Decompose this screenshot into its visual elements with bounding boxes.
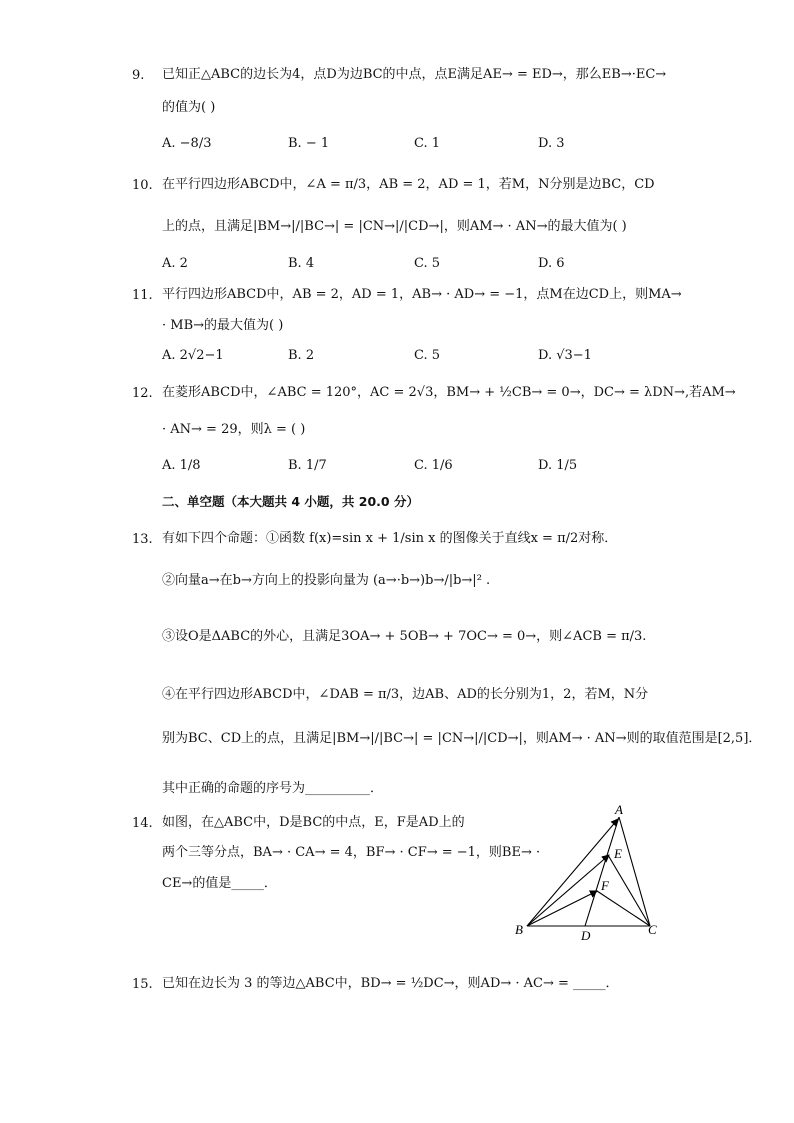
question-text: ②向量a→在b→方向上的投影向量为 (a→·b→)b→/|b→|² .: [162, 573, 491, 588]
question-text: CE→的值是_____．: [162, 876, 277, 891]
vector-be: [527, 855, 609, 926]
question-text: 在菱形ABCD中，∠ABC = 120°，AC = 2√3，BM→ + ½CB→ = 0→，DC→ = λDN→,若AM→: [162, 385, 736, 400]
triangle-figure: [505, 800, 675, 945]
question-number: 14.: [132, 816, 153, 831]
question-text: 已知正△ABC的边长为4，点D为边BC的中点，点E满足AE→ = ED→，那么EB→·EC→: [162, 67, 667, 82]
option-b: B. 1/7: [288, 458, 327, 473]
question-number: 13.: [132, 532, 153, 547]
question-text: 两个三等分点，BA→ · CA→ = 4，BF→ · CF→ = −1，则BE→ ·: [162, 845, 541, 860]
question-number: 11.: [132, 288, 153, 303]
question-number: 9.: [132, 68, 145, 83]
question-text: ③设O是ΔABC的外心，且满足3OA→ + 5OB→ + 7OC→ = 0→，则∠ACB = π/3.: [162, 629, 647, 644]
question-number: 12.: [132, 386, 153, 401]
option-c: C. 5: [414, 348, 441, 363]
section-heading: 二、单空题（本大题共 4 小题，共 20.0 分）: [162, 494, 419, 509]
question-text: 其中正确的命题的序号为__________．: [162, 781, 384, 796]
vector-ba: [527, 819, 618, 926]
option-c: C. 5: [414, 256, 441, 271]
question-text: 在平行四边形ABCD中，∠A = π/3，AB = 2，AD = 1，若M，N分别是边BC，CD: [162, 177, 655, 192]
label-e: E: [614, 846, 622, 861]
option-c: C. 1/6: [414, 458, 453, 473]
question-text: 的值为( ): [162, 100, 216, 115]
option-b: B. 4: [288, 256, 315, 271]
option-d: D. 3: [538, 136, 565, 151]
edge-ac: [619, 817, 650, 926]
option-c: C. 1: [414, 136, 441, 151]
option-a: A. 2: [162, 256, 188, 271]
label-b: B: [515, 922, 523, 937]
question-text: 平行四边形ABCD中，AB = 2，AD = 1，AB→ · AD→ = −1，点M在边CD上，则MA→: [162, 287, 682, 302]
question-text: 上的点，且满足|BM→|/|BC→| = |CN→|/|CD→|，则AM→ · AN→的最大值为( ): [162, 219, 627, 234]
question-number: 10.: [132, 178, 153, 193]
option-d: D. 1/5: [538, 458, 578, 473]
option-a: A. 1/8: [162, 458, 201, 473]
question-text: 已知在边长为 3 的等边△ABC中，BD→ = ½DC→，则AD→ · AC→ = _____．: [162, 976, 619, 991]
question-text: 有如下四个命题：①函数 f(x)=sin x + 1/sin x 的图像关于直线x = π/2对称．: [162, 531, 618, 546]
question-text: 别为BC、CD上的点，且满足|BM→|/|BC→| = |CN→|/|CD→|，则AM→ · AN→则的取值范围是[2,5]．: [162, 731, 762, 746]
question-text: · MB→的最大值为( ): [162, 318, 284, 333]
segment-ce: [608, 855, 650, 926]
option-d: D. √3−1: [538, 348, 592, 363]
option-b: B. − 1: [288, 136, 330, 151]
label-a: A: [615, 802, 623, 817]
question-number: 15.: [132, 977, 153, 992]
label-f: F: [601, 878, 609, 893]
question-text: · AN→ = 29，则λ = ( ): [162, 422, 306, 437]
option-a: A. −8/3: [162, 136, 212, 151]
question-text: ④在平行四边形ABCD中，∠DAB = π/3，边AB、AD的长分别为1，2，若M，N分: [162, 687, 649, 702]
option-d: D. 6: [538, 256, 565, 271]
option-b: B. 2: [288, 348, 315, 363]
label-d: D: [581, 928, 591, 943]
question-text: 如图，在△ABC中，D是BC的中点，E，F是AD上的: [162, 815, 465, 830]
label-c: C: [648, 922, 657, 937]
option-a: A. 2√2−1: [162, 348, 224, 363]
